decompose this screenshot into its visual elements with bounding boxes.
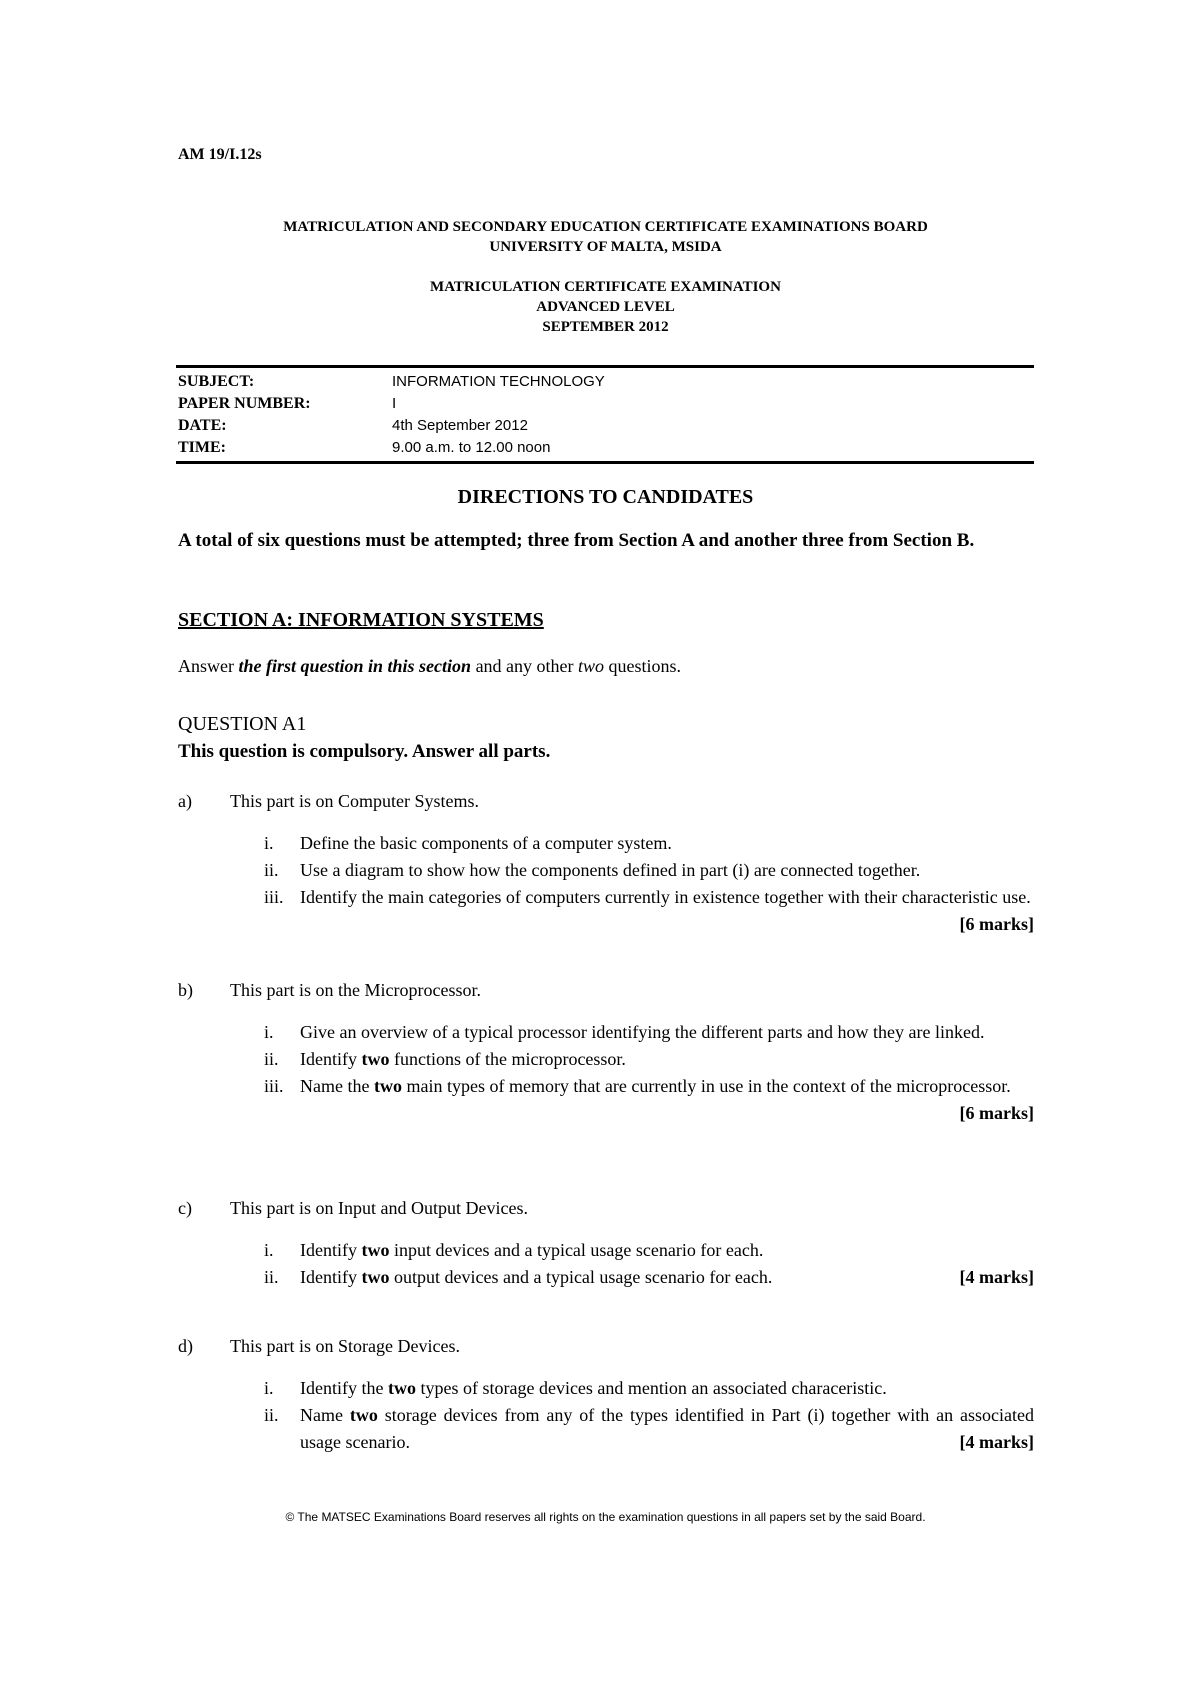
item-text-body: Identify the main categories of computers currently in existence together with their characteristic use. xyxy=(300,887,1031,907)
exam-name: MATRICULATION CERTIFICATE EXAMINATION xyxy=(430,279,781,295)
part-heading-text: This part is on Storage Devices. xyxy=(230,1336,460,1356)
paper-code: AM 19/I.12s xyxy=(178,146,262,163)
part-letter: a) xyxy=(178,791,192,811)
text-run: Identify xyxy=(300,1240,362,1260)
exam-info-table xyxy=(178,371,605,459)
text-run: Name the xyxy=(300,1076,374,1096)
text-run: Identify xyxy=(300,1267,362,1287)
item-number: ii. xyxy=(264,860,279,880)
part-c xyxy=(178,1195,1034,1291)
part-d-items xyxy=(178,1375,1034,1456)
board-name: MATRICULATION AND SECONDARY EDUCATION CERTIFICATE EXAMINATIONS BOARD xyxy=(283,219,928,235)
part-a-items xyxy=(178,830,1034,938)
exam-session: SEPTEMBER 2012 xyxy=(542,319,669,335)
part-c-items xyxy=(178,1237,1034,1291)
paper-number-value: I xyxy=(392,395,397,412)
instruction-emphasis: the first question in this section xyxy=(238,656,472,676)
marks-label: [4 marks] xyxy=(959,1432,1034,1452)
part-letter: d) xyxy=(178,1336,193,1356)
text-run: Identify the xyxy=(300,1378,388,1398)
instruction-prefix: Answer xyxy=(178,656,239,676)
part-d xyxy=(178,1333,1034,1456)
part-heading-text: This part is on Computer Systems. xyxy=(230,791,479,811)
item-number: i. xyxy=(264,1240,274,1260)
list-item xyxy=(264,830,1034,857)
list-item xyxy=(264,1019,1034,1046)
item-number: iii. xyxy=(264,887,284,907)
item-text xyxy=(300,1046,1034,1073)
instruction-suffix: questions. xyxy=(604,656,682,676)
list-item xyxy=(264,884,1034,938)
section-a-title: SECTION A: INFORMATION SYSTEMS xyxy=(178,609,544,631)
text-emphasis: two xyxy=(361,1240,390,1260)
text-run: functions of the microprocessor. xyxy=(389,1049,626,1069)
part-b-items xyxy=(178,1019,1034,1127)
list-item xyxy=(264,1046,1034,1073)
text-emphasis: two xyxy=(373,1076,402,1096)
item-number: ii. xyxy=(264,1405,279,1425)
text-run: types of storage devices and mention an associated characeristic. xyxy=(415,1378,887,1398)
exam-level: ADVANCED LEVEL xyxy=(536,299,675,315)
item-text xyxy=(300,1264,1034,1291)
item-text xyxy=(300,1402,1034,1456)
text-emphasis: two xyxy=(387,1378,416,1398)
list-item xyxy=(264,1073,1034,1127)
item-text: Give an overview of a typical processor identifying the different parts and how they are linked. xyxy=(300,1022,985,1042)
list-item xyxy=(264,857,1034,884)
item-number: ii. xyxy=(264,1267,279,1287)
text-emphasis: two xyxy=(361,1049,390,1069)
bottom-divider xyxy=(176,461,1034,464)
instruction-italic: two xyxy=(578,656,605,676)
question-subtitle: This question is compulsory. Answer all parts. xyxy=(178,741,551,762)
instruction-middle: and any other xyxy=(471,656,579,676)
item-text: Use a diagram to show how the components defined in part (i) are connected together. xyxy=(300,860,921,880)
text-run: input devices and a typical usage scenario for each. xyxy=(389,1240,764,1260)
marks-label: [6 marks] xyxy=(959,914,1034,934)
item-text xyxy=(300,1073,1034,1127)
list-item xyxy=(264,1402,1034,1456)
text-run: storage devices from any of the types identified in Part (i) together with an associated usage scenario. xyxy=(300,1405,1034,1452)
part-c-heading xyxy=(178,1195,1034,1221)
part-b xyxy=(178,977,1034,1127)
list-item xyxy=(264,1375,1034,1402)
paper-number-label: PAPER NUMBER: xyxy=(178,395,311,412)
part-a xyxy=(178,788,1034,938)
time-label: TIME: xyxy=(178,439,226,456)
university-name: UNIVERSITY OF MALTA, MSIDA xyxy=(489,239,722,255)
board-heading xyxy=(178,217,1033,257)
time-value: 9.00 a.m. to 12.00 noon xyxy=(392,439,551,456)
info-row-paper xyxy=(178,393,605,415)
item-text: Define the basic components of a computer system. xyxy=(300,833,672,853)
text-run: main types of memory that are currently in use in the context of the microprocessor. xyxy=(401,1076,1011,1096)
item-text xyxy=(300,884,1034,938)
list-item xyxy=(264,1237,1034,1264)
info-row-time xyxy=(178,437,605,459)
subject-label: SUBJECT: xyxy=(178,373,255,390)
text-run: Name xyxy=(300,1405,350,1425)
item-text xyxy=(300,1237,1034,1264)
marks-label: [4 marks] xyxy=(959,1267,1034,1287)
copyright-footer: © The MATSEC Examinations Board reserves all rights on the examination questions in all papers set by the said Board. xyxy=(285,1510,926,1524)
text-run: output devices and a typical usage scenario for each. xyxy=(389,1267,773,1287)
item-text xyxy=(300,1375,1034,1402)
date-value: 4th September 2012 xyxy=(392,417,528,434)
info-row-date xyxy=(178,415,605,437)
exam-heading xyxy=(178,277,1033,337)
part-d-heading xyxy=(178,1333,1034,1359)
item-number: ii. xyxy=(264,1049,279,1069)
item-number: i. xyxy=(264,1022,274,1042)
text-run: Identify xyxy=(300,1049,362,1069)
directions-title: DIRECTIONS TO CANDIDATES xyxy=(457,486,754,508)
item-number: i. xyxy=(264,833,274,853)
question-title: QUESTION A1 xyxy=(178,713,307,735)
subject-value: INFORMATION TECHNOLOGY xyxy=(392,373,605,390)
question-heading xyxy=(178,710,550,766)
part-a-heading xyxy=(178,788,1034,814)
list-item xyxy=(264,1264,1034,1291)
part-letter: c) xyxy=(178,1198,192,1218)
part-heading-text: This part is on Input and Output Devices. xyxy=(230,1198,528,1218)
part-heading-text: This part is on the Microprocessor. xyxy=(230,980,481,1000)
date-label: DATE: xyxy=(178,417,227,434)
section-a-instructions xyxy=(178,656,681,677)
info-row-subject xyxy=(178,371,605,393)
marks-label: [6 marks] xyxy=(959,1103,1034,1123)
item-number: iii. xyxy=(264,1076,284,1096)
item-number: i. xyxy=(264,1378,274,1398)
text-emphasis: two xyxy=(349,1405,378,1425)
top-divider xyxy=(176,365,1034,368)
text-emphasis: two xyxy=(361,1267,390,1287)
directions-text: A total of six questions must be attempted; three from Section A and another three from Section B. xyxy=(178,530,975,551)
part-letter: b) xyxy=(178,980,193,1000)
part-b-heading xyxy=(178,977,1034,1003)
